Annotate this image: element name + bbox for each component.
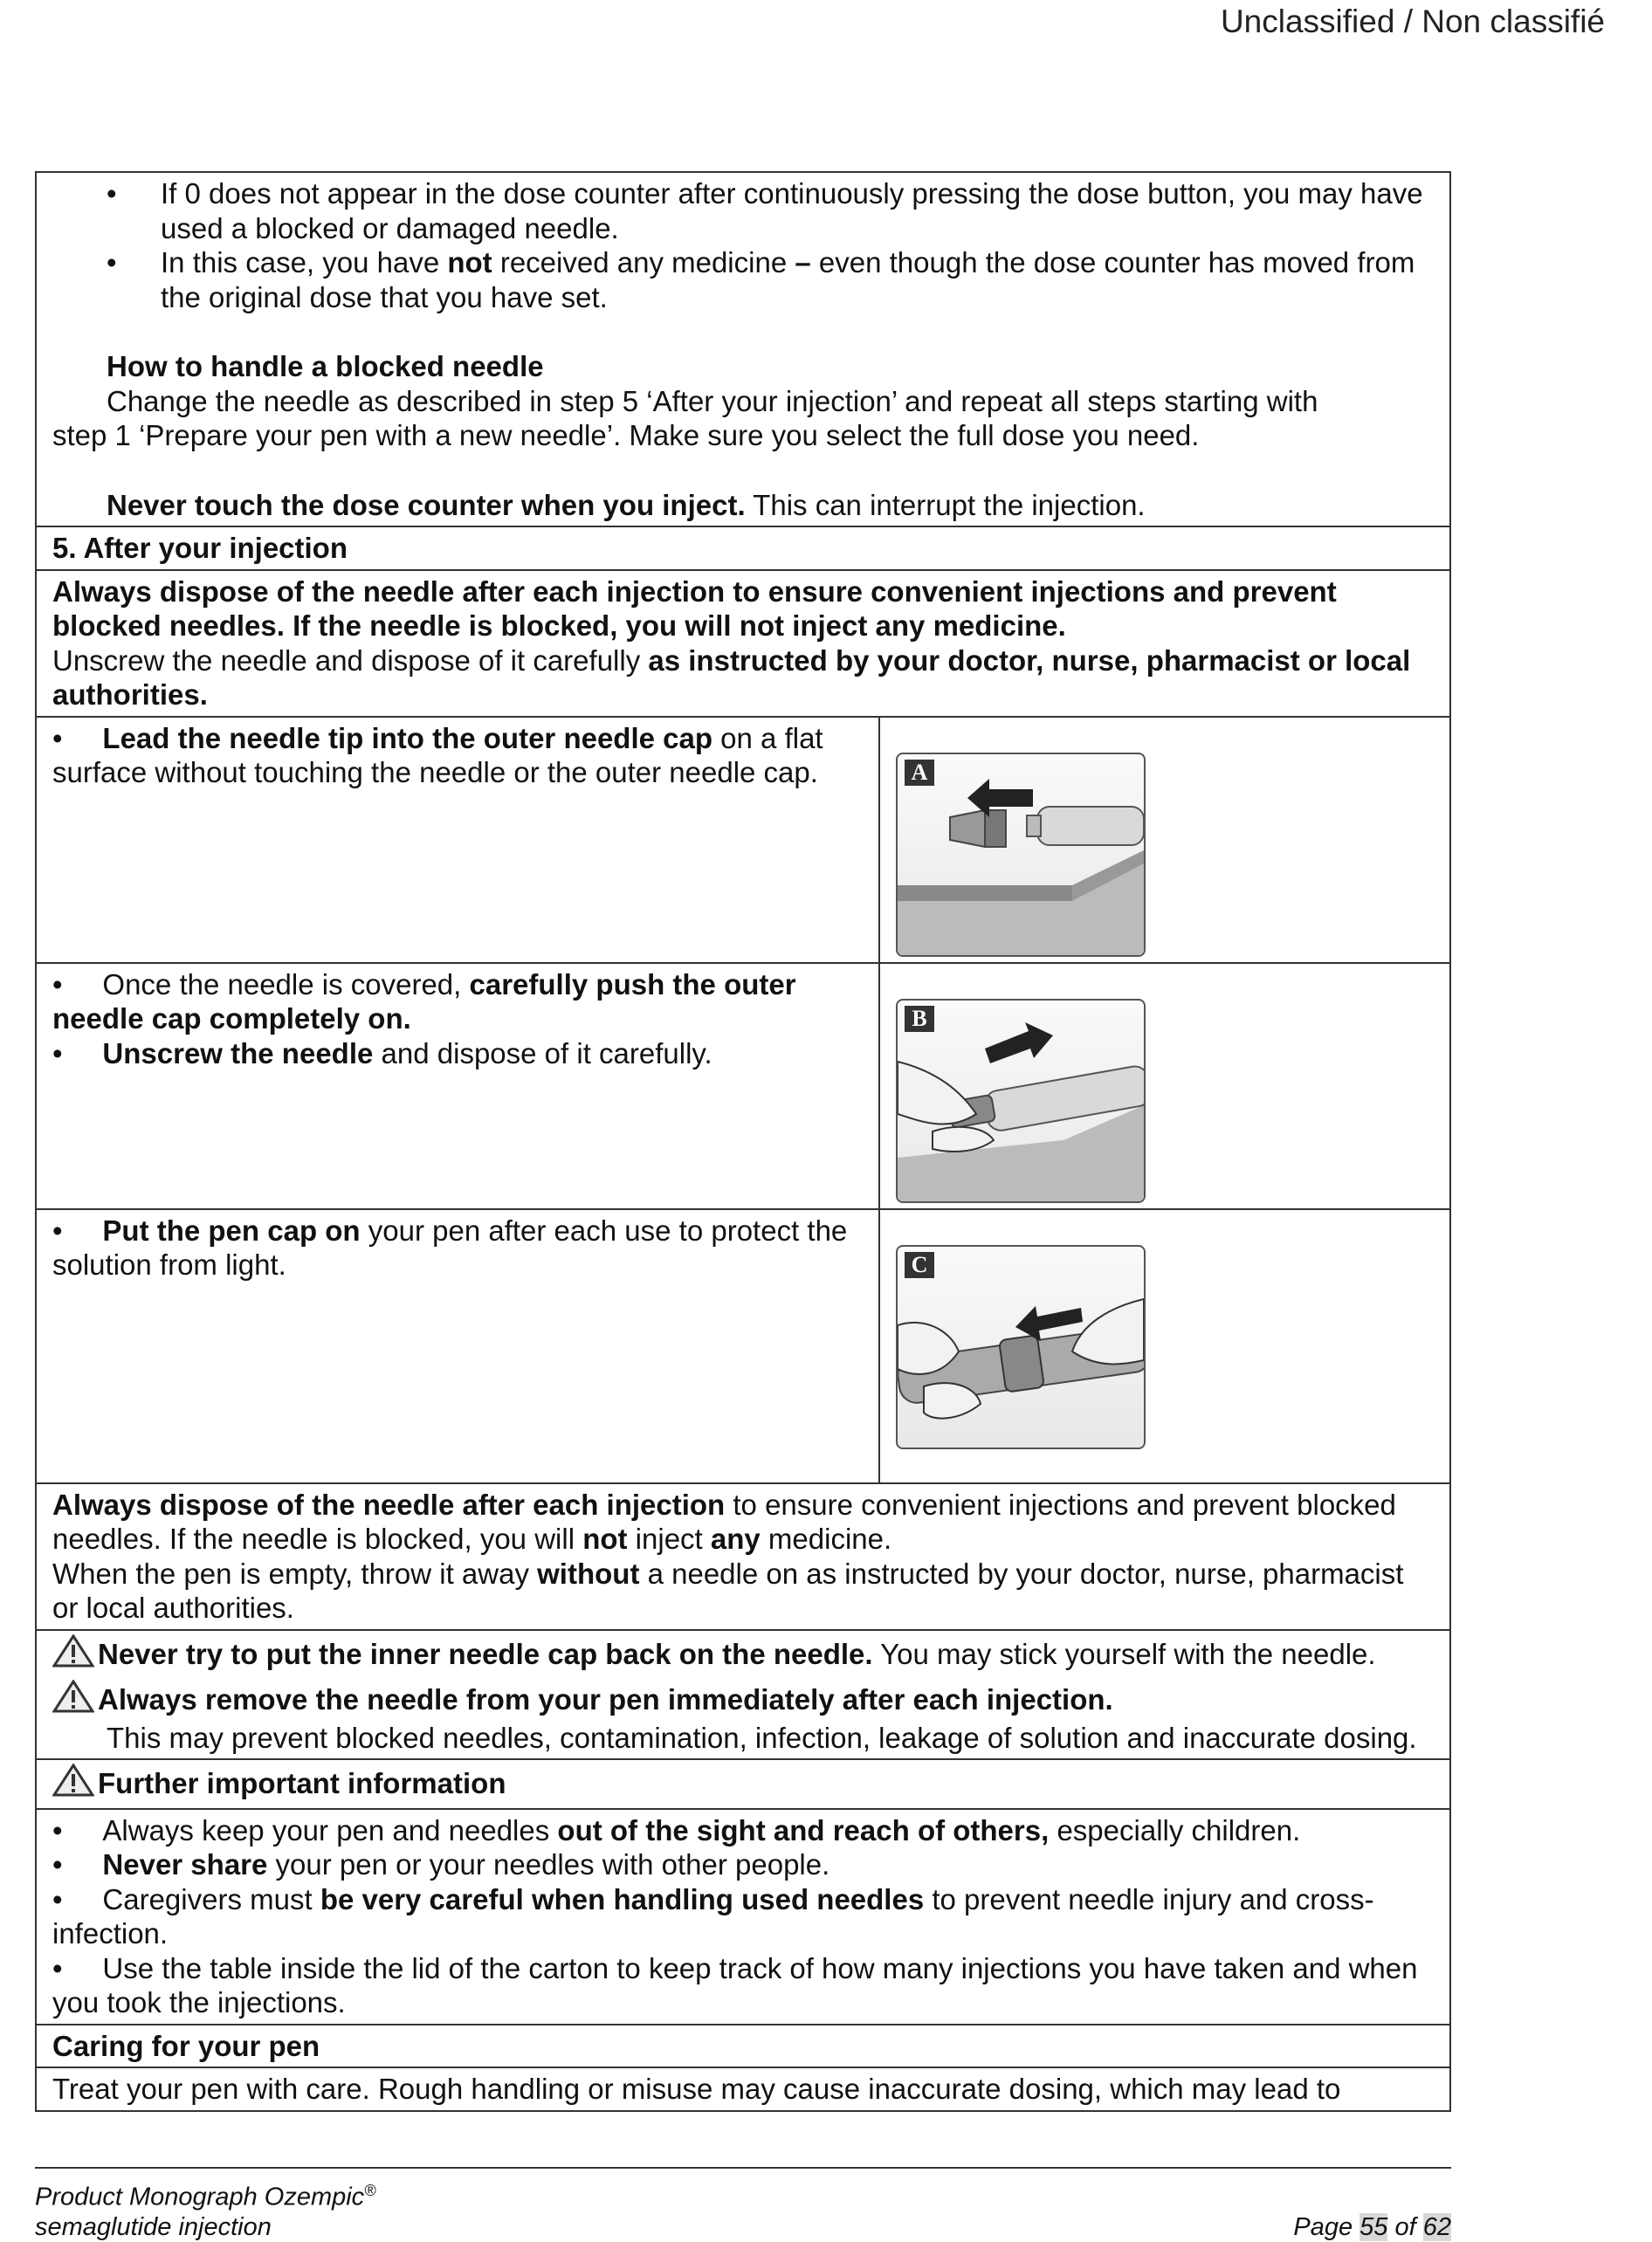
classification-label: Unclassified / Non classifié (1220, 3, 1605, 39)
paragraph: This may prevent blocked needles, contamination, infection, leakage of solution and inaccurate dosing. (107, 1721, 1417, 1754)
step-a-text: • Lead the needle tip into the outer needle cap on a flat surface without touching the needle or the outer needle cap. (37, 718, 880, 962)
list-item-text: In this case, you have not received any medicine – even though the dose counter has moved from the original dose that you have set. (161, 246, 1415, 313)
figure-label: B (905, 1006, 934, 1032)
dispose-section: Always dispose of the needle after each injection to ensure convenient injections and prevent blocked needles. If the needle is blocked, you will not inject any medicine. When the pen is empty, throw it away without a needle on as instructed by your doctor, nurse, pharmacist or local authorities. (37, 1484, 1449, 1631)
after-injection-intro: Always dispose of the needle after each injection to ensure convenient injections and prevent blocked needles. If the needle is blocked, you will not inject any medicine. Unscrew the needle and dispose of it carefully as instructed by your doctor, nurse, pharmacist or local authorities. (37, 571, 1449, 718)
figure-label: C (905, 1252, 934, 1278)
step-b-text: • Once the needle is covered, carefully push the outer needle cap completely on. • Unscrew the needle and dispose of it carefully. (37, 964, 880, 1208)
bullet: • (107, 177, 117, 210)
page-number: Page 55 of 62 (1293, 2212, 1451, 2241)
further-info-list (37, 1810, 1449, 2025)
bullet: • (107, 246, 117, 279)
warning-icon (52, 1634, 98, 1675)
list-item: • Caregivers must be very careful when handling used needles to prevent needle injury and cross-infection. (52, 1882, 1374, 1950)
list-item: • Never share your pen or your needles with other people. (52, 1848, 830, 1881)
footer-product: Product Monograph Ozempic® (35, 2182, 376, 2211)
section-heading: How to handle a blocked needle (107, 350, 544, 382)
step-a-row (37, 718, 1449, 964)
caring-text: Treat your pen with care. Rough handling or misuse may cause inaccurate dosing, which may lead to (52, 2073, 1341, 2105)
step-c-row (37, 1210, 1449, 1484)
figure-b-image (896, 999, 1146, 1203)
list-item: • Always keep your pen and needles out of the sight and reach of others, especially children. (52, 1813, 1301, 1847)
list-item (52, 245, 1434, 314)
figure-c-image (896, 1245, 1146, 1449)
caring-title: Caring for your pen (37, 2025, 1449, 2069)
paragraph: Change the needle as described in step 5 ‘After your injection’ and repeat all steps starting with (107, 384, 1318, 417)
figure-a-image (896, 753, 1146, 957)
page-footer (35, 2167, 1451, 2242)
warning-icon (52, 1764, 98, 1805)
footer-subtitle: semaglutide injection (35, 2212, 272, 2241)
list-item-text: If 0 does not appear in the dose counter after continuously pressing the dose button, you may have used a blocked or damaged needle. (161, 177, 1423, 244)
paragraph: Never touch the dose counter when you inject. This can interrupt the injection. (107, 488, 1146, 521)
further-info-title: Further important information (37, 1760, 1449, 1810)
paragraph: step 1 ‘Prepare your pen with a new needle’. Make sure you select the full dose you need. (52, 419, 1200, 451)
step-b-row (37, 964, 1449, 1210)
section-title: 5. After your injection (37, 527, 1449, 571)
list-item: • Use the table inside the lid of the carton to keep track of how many injections you have taken and when you took the injections. (52, 1951, 1418, 2018)
warnings-section: Never try to put the inner needle cap back on the needle. You may stick yourself with the needle. Always remove the needle from your pen immediately after each injection. This may prevent blocked needles, contamination, infection, leakage of solution and inaccurate dosing. (37, 1631, 1449, 1761)
list-item (52, 176, 1434, 245)
blocked-needle-section (37, 173, 1449, 527)
warning-icon (52, 1680, 98, 1721)
step-c-text: • Put the pen cap on your pen after each use to protect the solution from light. (37, 1210, 880, 1482)
instructions-table (35, 171, 1451, 2112)
figure-label: A (905, 760, 934, 786)
